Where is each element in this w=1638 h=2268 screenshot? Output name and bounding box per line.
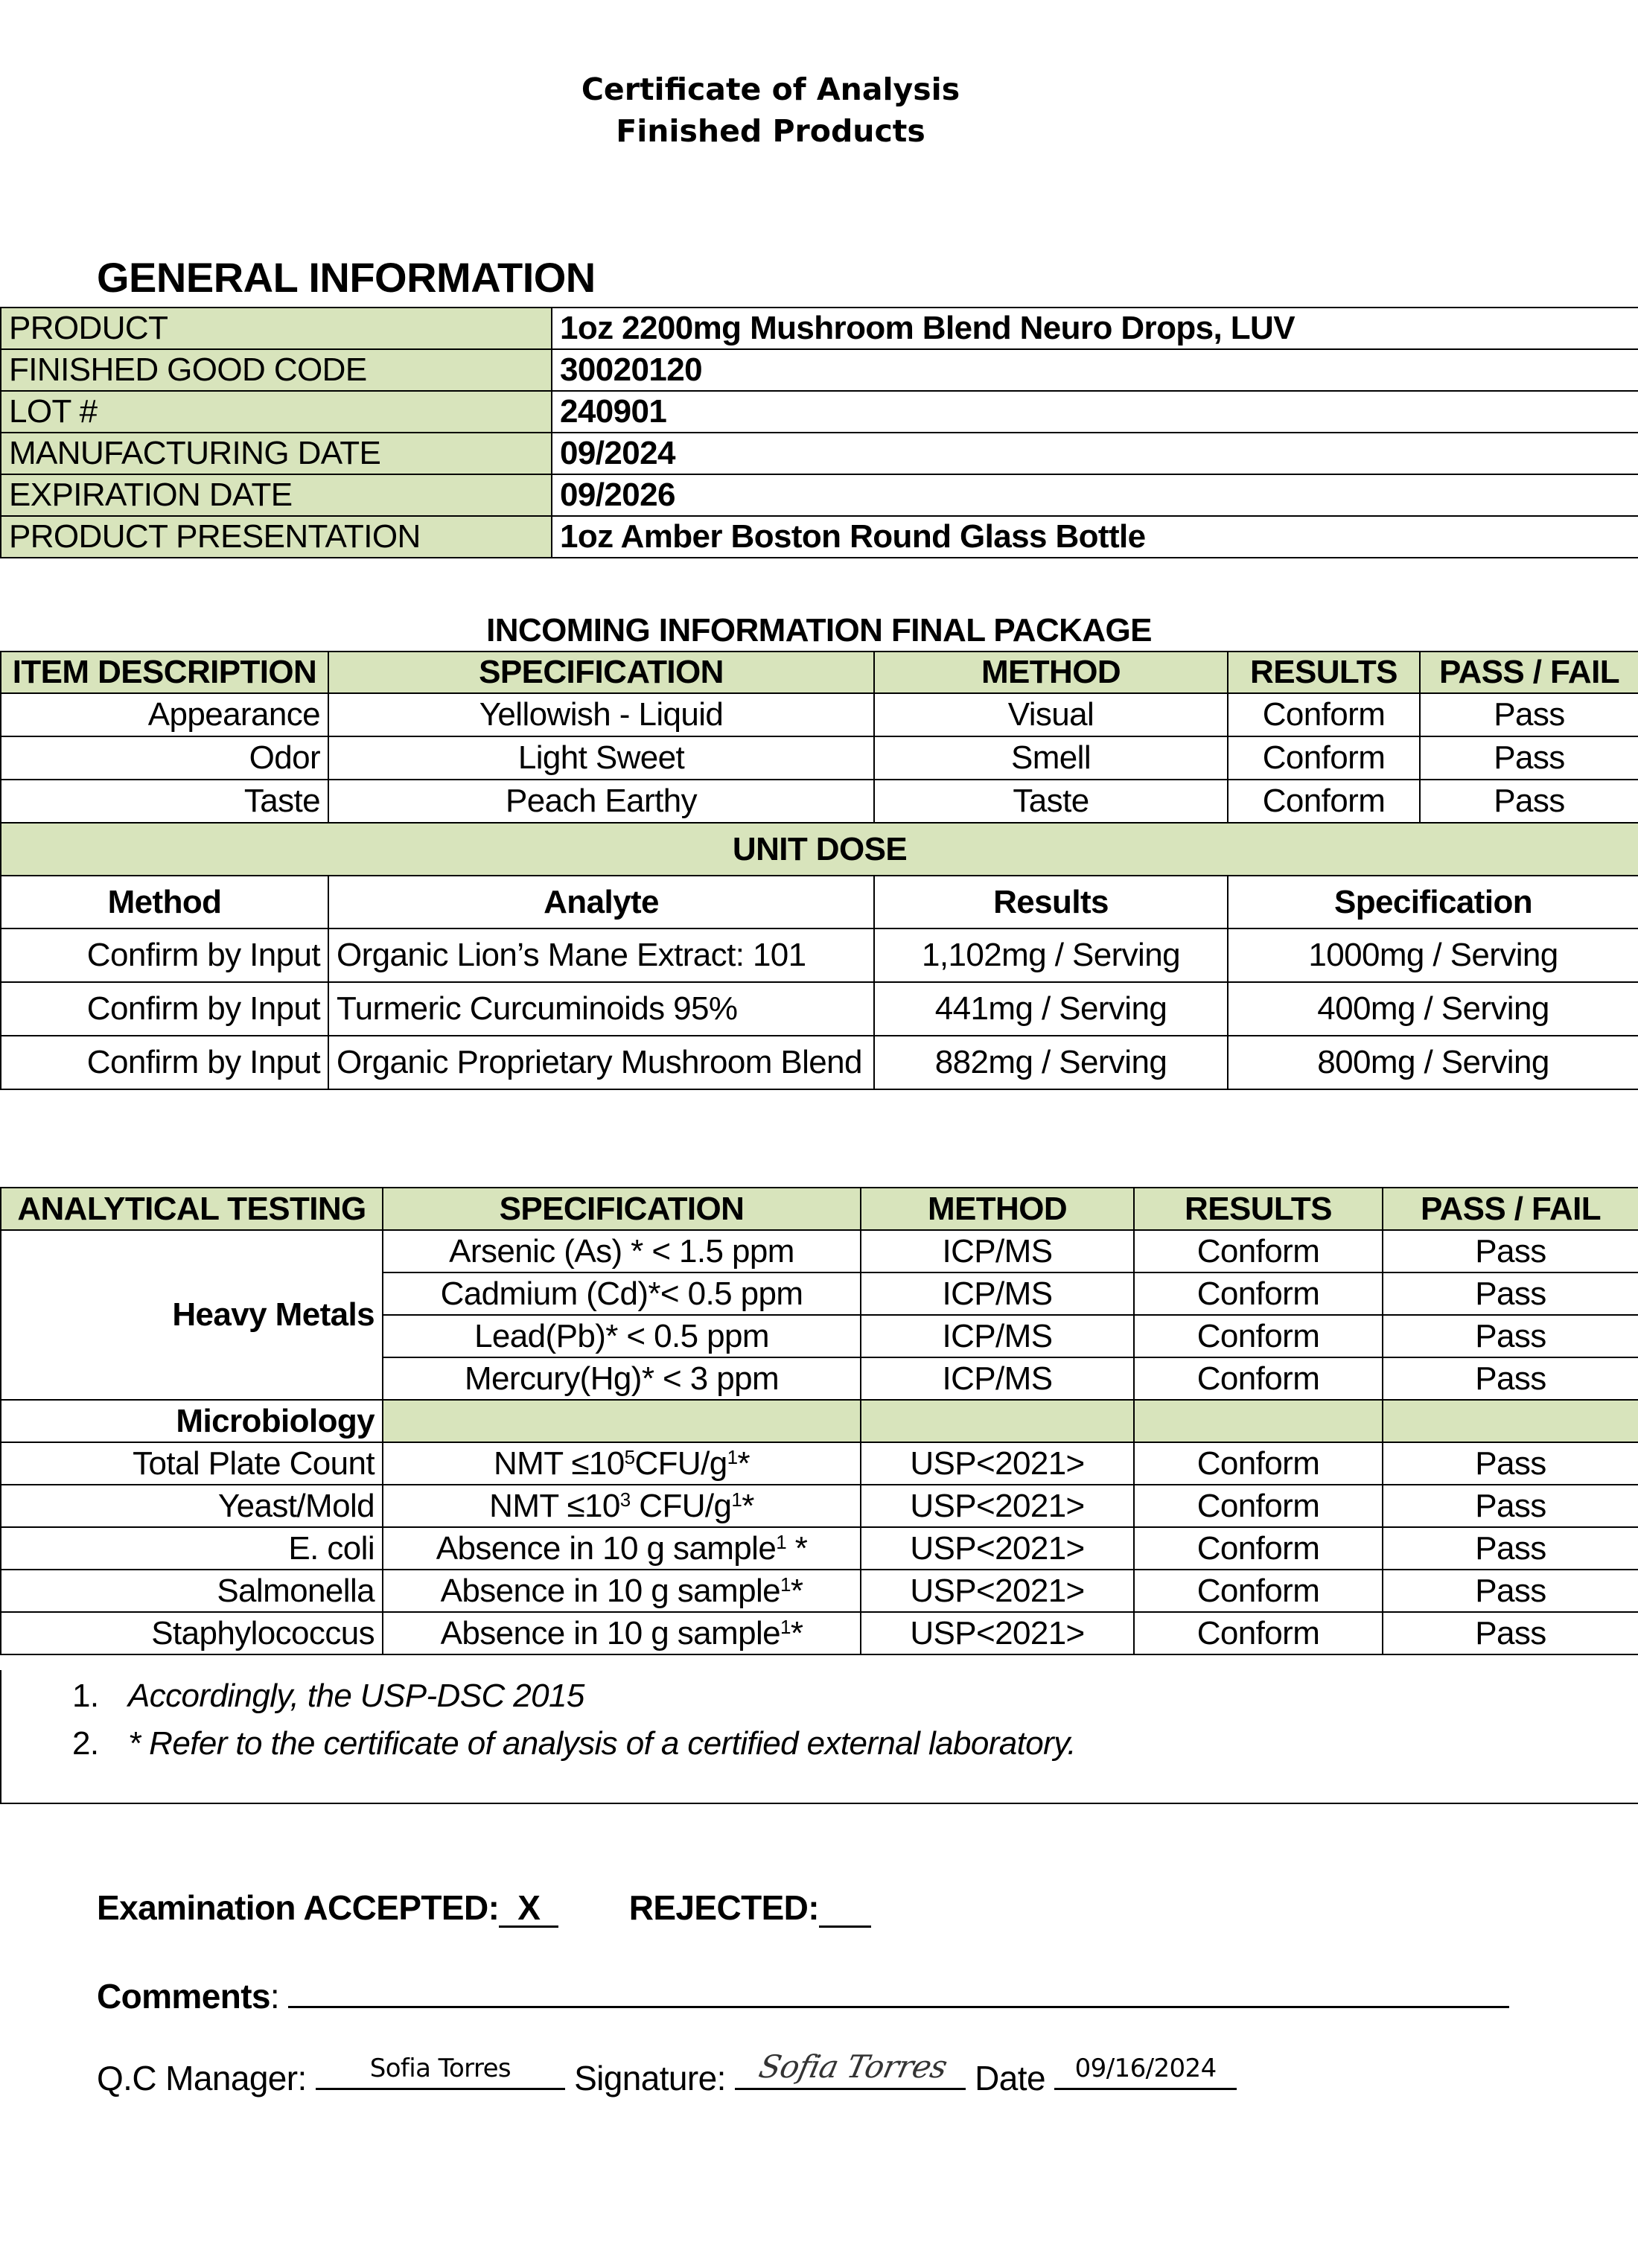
general-info-value: 240901 (552, 391, 1638, 433)
empty-cell (383, 1400, 861, 1442)
general-info-value: 1oz 2200mg Mushroom Blend Neuro Drops, LUV (552, 308, 1638, 349)
general-info-label: EXPIRATION DATE (1, 474, 552, 516)
general-information-heading: GENERAL INFORMATION (97, 254, 596, 301)
general-info-label: LOT # (1, 391, 552, 433)
incoming-row (1, 736, 1638, 780)
document-title: Certificate of Analysis (581, 71, 960, 107)
general-information-table (0, 307, 1638, 558)
qc-manager-label: Q.C Manager: (97, 2059, 307, 2097)
spec-text: Absence in 10 g sample (440, 1614, 781, 1651)
table-cell: E. coli (1, 1527, 383, 1570)
spec-superscript: 3 (619, 1488, 631, 1511)
table-cell: Peach Earthy (328, 780, 874, 823)
table-cell: Conform (1134, 1272, 1383, 1315)
spec-text: * (786, 1529, 808, 1567)
column-header: Results (874, 876, 1228, 928)
column-header: Method (1, 876, 328, 928)
table-cell: 1000mg / Serving (1228, 928, 1638, 982)
column-header: PASS / FAIL (1420, 652, 1638, 693)
signature-label: Signature: (574, 2059, 726, 2097)
table-cell: Pass (1383, 1442, 1638, 1485)
unit-dose-heading: UNIT DOSE (1, 823, 1638, 876)
signature-field (735, 2049, 966, 2090)
table-cell: Arsenic (As) * < 1.5 ppm (383, 1230, 861, 1272)
spec-text: * (742, 1487, 754, 1524)
table-cell: USP<2021> (861, 1485, 1134, 1527)
table-cell: ICP/MS (861, 1272, 1134, 1315)
column-header: Analyte (328, 876, 874, 928)
incoming-information-table (0, 651, 1638, 1090)
column-header: SPECIFICATION (328, 652, 874, 693)
general-info-label: PRODUCT (1, 308, 552, 349)
microbiology-row (1, 1612, 1638, 1654)
table-cell: Pass (1420, 780, 1638, 823)
spec-text: Absence in 10 g sample (440, 1572, 781, 1609)
table-cell: USP<2021> (861, 1612, 1134, 1654)
heavy-metals-label: Heavy Metals (1, 1230, 383, 1400)
spec-text: CFU/g (630, 1487, 732, 1524)
table-cell: Conform (1134, 1357, 1383, 1400)
column-header: METHOD (861, 1188, 1134, 1230)
microbiology-row (1, 1570, 1638, 1612)
spec-text: * (790, 1614, 803, 1651)
spec-superscript: 1 (780, 1615, 791, 1638)
microbiology-row (1, 1442, 1638, 1485)
general-info-row (1, 516, 1638, 558)
qc-manager-name: Sofia Torres (369, 2054, 512, 2083)
unit-dose-header-row (1, 876, 1638, 928)
table-cell: Lead(Pb)* < 0.5 ppm (383, 1315, 861, 1357)
table-cell: Pass (1383, 1485, 1638, 1527)
document-subtitle: Finished Products (616, 113, 925, 149)
table-cell: Appearance (1, 693, 328, 736)
incoming-header-row (1, 652, 1638, 693)
unit-dose-row (1, 928, 1638, 982)
accepted-mark: X (499, 1890, 558, 1928)
table-cell: ICP/MS (861, 1315, 1134, 1357)
table-cell: Yeast/Mold (1, 1485, 383, 1527)
qc-signoff-line (97, 2049, 1237, 2098)
table-cell: Pass (1383, 1612, 1638, 1654)
table-cell: Conform (1134, 1230, 1383, 1272)
table-cell: Conform (1134, 1442, 1383, 1485)
table-cell: Conform (1228, 693, 1420, 736)
handwritten-signature (735, 2045, 966, 2089)
general-info-row (1, 308, 1638, 349)
table-cell: Pass (1383, 1272, 1638, 1315)
analytical-header-row (1, 1188, 1638, 1230)
spec-superscript: 5 (624, 1445, 635, 1468)
table-cell: Conform (1228, 736, 1420, 780)
table-cell: Visual (874, 693, 1228, 736)
date-label: Date (975, 2059, 1045, 2097)
table-cell: Pass (1420, 736, 1638, 780)
table-cell: Odor (1, 736, 328, 780)
column-header: RESULTS (1134, 1188, 1383, 1230)
table-cell: ICP/MS (861, 1230, 1134, 1272)
general-info-value: 1oz Amber Boston Round Glass Bottle (552, 516, 1638, 558)
general-info-value: 09/2024 (552, 433, 1638, 474)
table-cell: 800mg / Serving (1228, 1036, 1638, 1089)
accepted-label: Examination ACCEPTED: (97, 1888, 500, 1927)
general-info-value: 09/2026 (552, 474, 1638, 516)
rejected-blank (819, 1890, 871, 1928)
analytical-testing-table (0, 1187, 1638, 1655)
table-cell: Salmonella (1, 1570, 383, 1612)
table-cell: Conform (1134, 1612, 1383, 1654)
general-info-row (1, 349, 1638, 391)
table-cell: 400mg / Serving (1228, 982, 1638, 1036)
date-value: 09/16/2024 (1074, 2054, 1217, 2083)
table-cell: Staphylococcus (1, 1612, 383, 1654)
column-header: PASS / FAIL (1383, 1188, 1638, 1230)
note-number: 1. (72, 1678, 99, 1714)
note-text: * Refer to the certificate of analysis of a certified external laboratory. (128, 1725, 1076, 1762)
table-cell: USP<2021> (861, 1442, 1134, 1485)
column-header: RESULTS (1228, 652, 1420, 693)
table-cell: Yellowish - Liquid (328, 693, 874, 736)
general-info-label: MANUFACTURING DATE (1, 433, 552, 474)
table-cell: Light Sweet (328, 736, 874, 780)
column-header: Specification (1228, 876, 1638, 928)
table-cell: Conform (1228, 780, 1420, 823)
general-info-label: FINISHED GOOD CODE (1, 349, 552, 391)
column-header: ANALYTICAL TESTING (1, 1188, 383, 1230)
table-cell: Cadmium (Cd)*< 0.5 ppm (383, 1272, 861, 1315)
general-info-row (1, 433, 1638, 474)
table-cell: Conform (1134, 1485, 1383, 1527)
unit-dose-row (1, 982, 1638, 1036)
table-cell: Total Plate Count (1, 1442, 383, 1485)
specification-cell (383, 1570, 861, 1612)
table-cell: 441mg / Serving (874, 982, 1228, 1036)
specification-cell (383, 1485, 861, 1527)
spec-text: NMT ≤10 (489, 1487, 620, 1524)
examination-line (97, 1888, 871, 1928)
column-header: ITEM DESCRIPTION (1, 652, 328, 693)
comments-label: Comments (97, 1977, 270, 2016)
incoming-information-heading: INCOMING INFORMATION FINAL PACKAGE (486, 612, 1152, 649)
table-cell: ICP/MS (861, 1357, 1134, 1400)
spec-text: NMT ≤10 (493, 1444, 625, 1482)
specification-cell (383, 1527, 861, 1570)
note-1 (72, 1678, 584, 1715)
empty-cell (861, 1400, 1134, 1442)
microbiology-row (1, 1485, 1638, 1527)
note-2 (72, 1725, 1076, 1762)
table-cell: Confirm by Input (1, 982, 328, 1036)
table-cell: Pass (1383, 1570, 1638, 1612)
table-cell: USP<2021> (861, 1570, 1134, 1612)
comments-field (288, 1973, 1509, 2008)
incoming-row (1, 693, 1638, 736)
spec-text: Absence in 10 g sample (436, 1529, 777, 1567)
table-cell: Conform (1134, 1315, 1383, 1357)
spec-text: * (737, 1444, 751, 1482)
microbiology-heading-row (1, 1400, 1638, 1442)
unit-dose-heading-row (1, 823, 1638, 876)
table-cell: Conform (1134, 1570, 1383, 1612)
comments-line (97, 1973, 1509, 2016)
table-cell: Confirm by Input (1, 1036, 328, 1089)
table-cell: Conform (1134, 1527, 1383, 1570)
date-field (1054, 2055, 1237, 2090)
spec-superscript: 1 (776, 1530, 787, 1553)
table-cell: Mercury(Hg)* < 3 ppm (383, 1357, 861, 1400)
table-cell: Organic Lion’s Mane Extract: 101 (328, 928, 874, 982)
empty-cell (1134, 1400, 1383, 1442)
note-number: 2. (72, 1725, 99, 1762)
table-cell: Turmeric Curcuminoids 95% (328, 982, 874, 1036)
table-cell: Confirm by Input (1, 928, 328, 982)
rejected-label: REJECTED: (628, 1888, 820, 1927)
unit-dose-row (1, 1036, 1638, 1089)
qc-manager-name-field (316, 2055, 565, 2090)
table-cell: 1,102mg / Serving (874, 928, 1228, 982)
incoming-row (1, 780, 1638, 823)
table-cell: Pass (1383, 1230, 1638, 1272)
table-cell: Taste (1, 780, 328, 823)
table-cell: Smell (874, 736, 1228, 780)
table-cell: 882mg / Serving (874, 1036, 1228, 1089)
general-info-label: PRODUCT PRESENTATION (1, 516, 552, 558)
spec-superscript: 1 (731, 1488, 742, 1511)
general-info-row (1, 474, 1638, 516)
specification-cell (383, 1442, 861, 1485)
heavy-metal-row (1, 1230, 1638, 1272)
svg-text:Sofia Torres: Sofia Torres (755, 2049, 951, 2086)
empty-cell (1383, 1400, 1638, 1442)
microbiology-row (1, 1527, 1638, 1570)
notes-box (0, 1670, 1638, 1804)
column-header: METHOD (874, 652, 1228, 693)
table-cell: USP<2021> (861, 1527, 1134, 1570)
general-info-row (1, 391, 1638, 433)
table-cell: Pass (1383, 1357, 1638, 1400)
general-info-value: 30020120 (552, 349, 1638, 391)
table-cell: Pass (1420, 693, 1638, 736)
table-cell: Taste (874, 780, 1228, 823)
table-cell: Pass (1383, 1527, 1638, 1570)
specification-cell (383, 1612, 861, 1654)
spec-superscript: 1 (780, 1573, 791, 1596)
spec-text: CFU/g (634, 1444, 727, 1482)
microbiology-label: Microbiology (1, 1400, 383, 1442)
table-cell: Organic Proprietary Mushroom Blend (328, 1036, 874, 1089)
column-header: SPECIFICATION (383, 1188, 861, 1230)
spec-superscript: 1 (727, 1445, 738, 1468)
table-cell: Pass (1383, 1315, 1638, 1357)
comments-colon: : (270, 1977, 280, 2016)
note-text: Accordingly, the USP-DSC 2015 (128, 1678, 584, 1714)
spec-text: * (790, 1572, 803, 1609)
